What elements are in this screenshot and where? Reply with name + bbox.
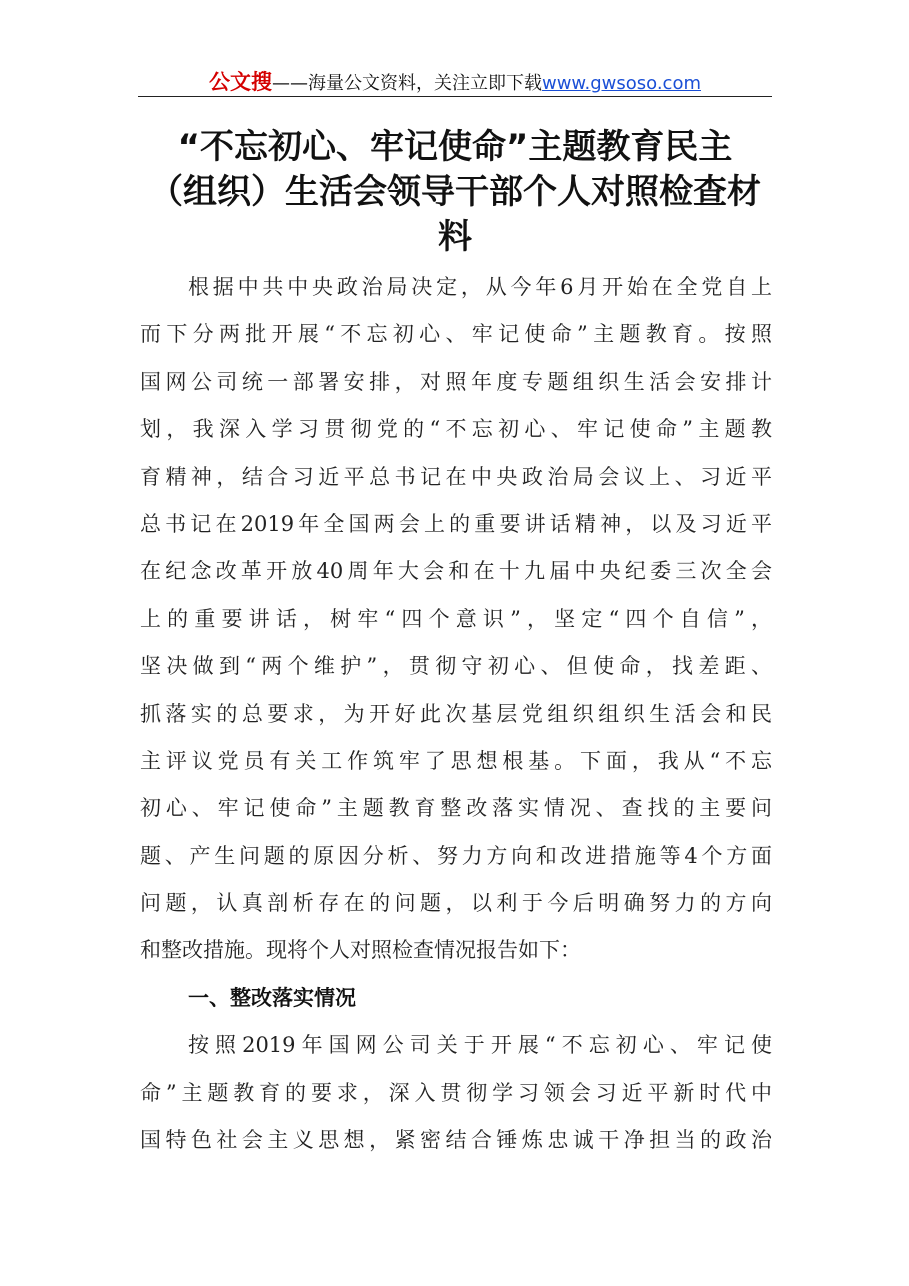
text-line: 抓落实的总要求，为开好此次基层党组织组织生活会和民 <box>140 701 772 726</box>
header-tagline: ——海量公文资料，关注立即下载 <box>271 73 542 94</box>
text-line: 根据中共中央政治局决定，从今年6月开始在全党自上 <box>188 275 772 299</box>
title-line: 料 <box>438 217 472 257</box>
text-line: 划，我深入学习贯彻党的“不忘初心、牢记使命”主题教 <box>140 417 772 442</box>
text-line: 而下分两批开展“不忘初心、牢记使命”主题教育。按照 <box>140 322 772 347</box>
text-line: 题、产生问题的原因分析、努力方向和改进措施等4个方面 <box>140 843 772 868</box>
text-line: 坚决做到“两个维护”，贯彻守初心、但使命，找差距、 <box>140 654 772 679</box>
text-line: 问题，认真剖析存在的问题，以利于今后明确努力的方向 <box>140 891 772 916</box>
section-heading: 一、整改落实情况 <box>188 985 356 1010</box>
text-line: 育精神，结合习近平总书记在中央政治局会议上、习近平 <box>140 464 772 489</box>
text-line: 按照2019年国网公司关于开展“不忘初心、牢记使 <box>188 1033 772 1058</box>
text-line: 在纪念改革开放40周年大会和在十九届中央纪委三次全会 <box>140 559 772 584</box>
header-divider <box>138 96 772 97</box>
text-line: 命”主题教育的要求，深入贯彻学习领会习近平新时代中 <box>140 1080 772 1105</box>
paragraph-intro <box>140 264 772 975</box>
website-link[interactable]: www.gwsoso.com <box>541 73 701 94</box>
text-line: 和整改措施。现将个人对照检查情况报告如下： <box>140 938 581 963</box>
page-header <box>138 68 772 98</box>
text-line: 总书记在2019年全国两会上的重要讲话精神，以及习近平 <box>140 511 772 536</box>
text-line: 初心、牢记使命”主题教育整改落实情况、查找的主要问 <box>140 796 772 821</box>
paragraph-section1 <box>140 1022 772 1164</box>
text-line: 国网公司统一部署安排，对照年度专题组织生活会安排计 <box>140 369 772 394</box>
text-line: 国特色社会主义思想，紧密结合锤炼忠诚干净担当的政治 <box>140 1128 772 1153</box>
text-line: 主评议党员有关工作筑牢了思想根基。下面，我从“不忘 <box>140 748 772 773</box>
brand-name: 公文搜 <box>208 70 272 94</box>
document-body <box>140 264 772 1164</box>
text-line: 上的重要讲话，树牢“四个意识”，坚定“四个自信”， <box>140 606 772 631</box>
title-line: “不忘初心、牢记使命”主题教育民主 <box>177 127 733 167</box>
title-line: （组织）生活会领导干部个人对照检查材 <box>149 172 761 212</box>
document-title <box>138 125 772 260</box>
